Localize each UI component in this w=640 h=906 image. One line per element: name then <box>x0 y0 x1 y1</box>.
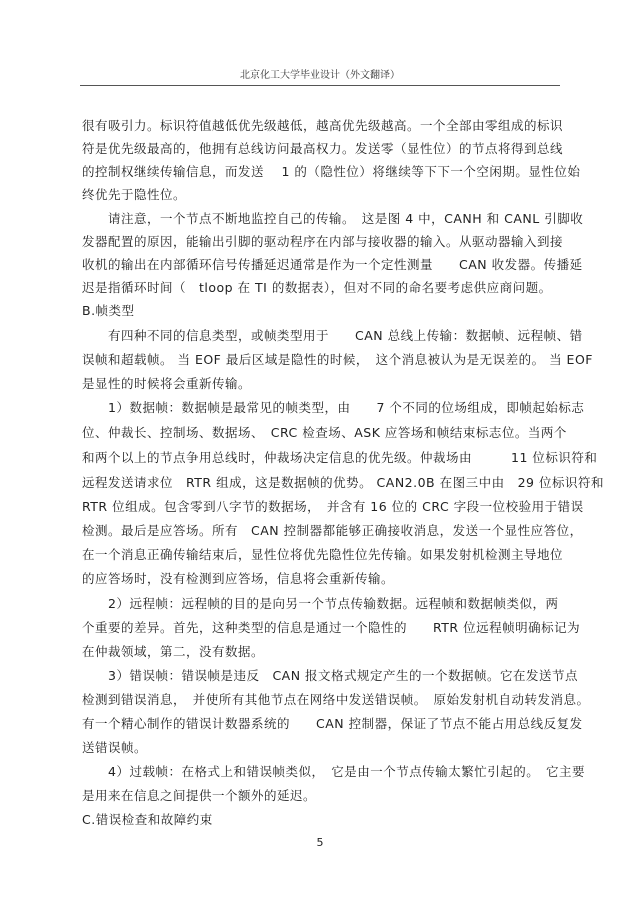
text-line: 1）数据帧：数据帧是最常见的帧类型，由 7 个不同的位场组成，即帧起始标志 <box>82 400 585 415</box>
text-line: 的应答场时，没有检测到应答场，信息将会重新传输。 <box>82 571 395 586</box>
page-header: 北京化工大学毕业设计（外文翻译） <box>240 70 400 81</box>
section-heading: C.错误检查和故障约束 <box>82 812 213 827</box>
text-line: 和两个以上的节点争用总线时，仲裁场决定信息的优先级。仲裁场由 11 位标识符和 <box>82 450 598 465</box>
text-line: 符是优先级最高的，他拥有总线访问最高权力。发送零（显性位）的节点将得到总线 <box>82 141 564 156</box>
text-line: 很有吸引力。标识符值越低优先级越低，越高优先级越高。一个全部由零组成的标识 <box>82 118 564 133</box>
section-heading: B.帧类型 <box>82 303 135 318</box>
text-line: 是用来在信息之间提供一个额外的延迟。 <box>82 788 317 803</box>
text-line: 发器配置的原因，能输出引脚的驱动程序在内部与接收器的输入。从驱动器输入到接 <box>82 234 564 249</box>
text-line: 误帧和超载帧。 当 EOF 最后区域是隐性的时候， 这个消息被认为是无误差的。 当 EOF <box>82 352 593 367</box>
text-line: 在仲裁领域，第二，没有数据。 <box>82 644 265 659</box>
text-line: 3）错误帧：错误帧是违反 CAN 报文格式规定产生的一个数据帧。它在发送节点 <box>82 668 579 683</box>
text-line: 检测到错误消息， 并使所有其他节点在网络中发送错误帧。 原始发射机自动转发消息。 <box>82 692 590 707</box>
text-line: RTR 位组成。包含零到八字节的数据场， 并含有 16 位的 CRC 字段一位校验用于错误 <box>82 499 584 514</box>
text-line: 送错误帧。 <box>82 740 148 755</box>
text-line: 收机的输出在内部循环信号传播延迟通常是作为一个定性测量 CAN 收发器。传播延 <box>82 257 583 272</box>
text-line: 请注意，一个节点不断地监控自己的传输。 这是图 4 中，CANH 和 CANL 引脚收 <box>82 211 584 226</box>
text-line: 检测。最后是应答场。所有 CAN 控制器都能够正确接收消息，发送一个显性应答位， <box>82 523 583 538</box>
text-line: 有一个精心制作的错误计数器系统的 CAN 控制器，保证了节点不能占用总线反复发 <box>82 716 583 731</box>
page-number: 5 <box>316 836 324 849</box>
text-line: 4）过载帧：在格式上和错误帧类似， 它是由一个节点传输太繁忙引起的。 它主要 <box>82 764 585 779</box>
text-line: 的控制权继续传输信息，而发送 1 的（隐性位）将继续等下下一个空闲期。显性位始 <box>82 164 581 179</box>
text-line: 终优先于隐性位。 <box>82 187 187 202</box>
header-rule <box>80 85 560 86</box>
text-line: 位、仲裁长、控制场、数据场、 CRC 检查场、ASK 应答场和帧结束标志位。当两个 <box>82 425 567 440</box>
text-line: 迟是指循环时间（ tloop 在 TI 的数据表），但对不同的命名要考虑供应商问题。 <box>82 280 552 295</box>
text-line: 在一个消息正确传输结束后，显性位将优先隐性位先传输。如果发射机检测主导地位 <box>82 547 564 562</box>
text-line: 个重要的差异。首先，这种类型的信息是通过一个隐性的 RTR 位远程帧明确标记为 <box>82 620 581 635</box>
text-line: 是显性的时候将会重新传输。 <box>82 376 252 391</box>
text-line: 2）远程帧：远程帧的目的是向另一个节点传输数据。远程帧和数据帧类似，两 <box>82 596 559 611</box>
text-line: 远程发送请求位 RTR 组成，这是数据帧的优势。 CAN2.0B 在图三中由 29 位标识符和 <box>82 475 604 490</box>
text-line: 有四种不同的信息类型，或帧类型用于 CAN 总线上传输：数据帧、远程帧、错 <box>82 328 583 343</box>
